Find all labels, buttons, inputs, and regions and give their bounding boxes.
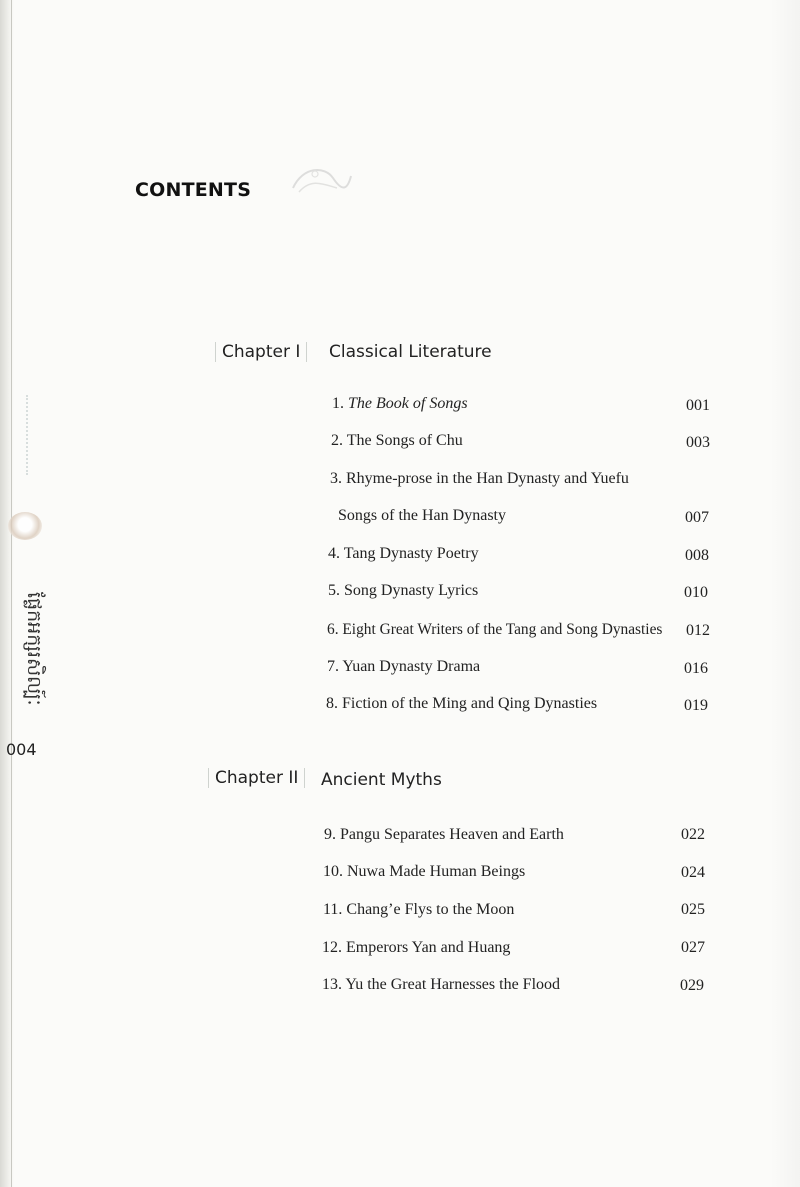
toc-entry-6[interactable]: 6. Eight Great Writers of the Tang and Song Dynasties [327, 621, 663, 638]
toc-entry-4[interactable]: 4. Tang Dynasty Poetry [328, 545, 479, 562]
faint-bleed-through [26, 395, 48, 475]
toc-page-number: 024 [681, 864, 705, 881]
toc-page-number: 012 [686, 622, 710, 639]
toc-page-number: 003 [686, 434, 710, 451]
toc-page-number: 008 [685, 547, 709, 564]
toc-entry-10[interactable]: 10. Nuwa Made Human Beings [323, 863, 526, 880]
decorative-ornament-icon [285, 158, 355, 200]
toc-entry-3-continued[interactable]: Songs of the Han Dynasty [338, 507, 506, 524]
toc-entry-8[interactable]: 8. Fiction of the Ming and Qing Dynasties [326, 695, 598, 712]
paper-stain [8, 512, 42, 540]
toc-page-number: 016 [684, 660, 708, 677]
toc-page-number: 027 [681, 939, 705, 956]
chapter-2-label: Chapter II [208, 768, 305, 788]
chapter-2-title: Ancient Myths [321, 770, 442, 790]
toc-entry-13[interactable]: 13. Yu the Great Harnesses the Flood [322, 976, 561, 993]
toc-page-number: 007 [685, 509, 709, 526]
toc-entry-title: The Book of Songs [348, 395, 468, 412]
toc-entry-1[interactable] [332, 395, 468, 413]
chapter-1-title: Classical Literature [329, 342, 492, 362]
toc-page-number: 022 [681, 826, 705, 843]
toc-entry-number: 1. [332, 395, 348, 412]
toc-page-number: 025 [681, 901, 705, 918]
toc-entry-7[interactable]: 7. Yuan Dynasty Drama [327, 658, 481, 675]
toc-entry-2[interactable]: 2. The Songs of Chu [331, 432, 463, 449]
toc-entry-5[interactable]: 5. Song Dynasty Lyrics [328, 582, 479, 599]
binding-line [11, 0, 12, 1187]
toc-entry-3[interactable]: 3. Rhyme-prose in the Han Dynasty and Yuefu [330, 470, 629, 487]
page-title: CONTENTS [135, 179, 252, 201]
toc-entry-11[interactable]: 11. Chang’e Flys to the Moon [323, 901, 515, 918]
toc-entry-12[interactable]: 12. Emperors Yan and Huang [322, 939, 511, 956]
chapter-1-label: Chapter I [215, 342, 307, 362]
page-shadow [770, 0, 800, 1187]
toc-page-number: 019 [684, 697, 708, 714]
toc-entry-9[interactable]: 9. Pangu Separates Heaven and Earth [324, 826, 564, 843]
page-number: 004 [6, 740, 37, 759]
running-side-title: ផ្លែកអក្សរសិល្ប៍ៈ [23, 592, 45, 706]
toc-page-number: 029 [680, 977, 704, 994]
toc-page-number: 001 [686, 397, 710, 414]
toc-page-number: 010 [684, 584, 708, 601]
